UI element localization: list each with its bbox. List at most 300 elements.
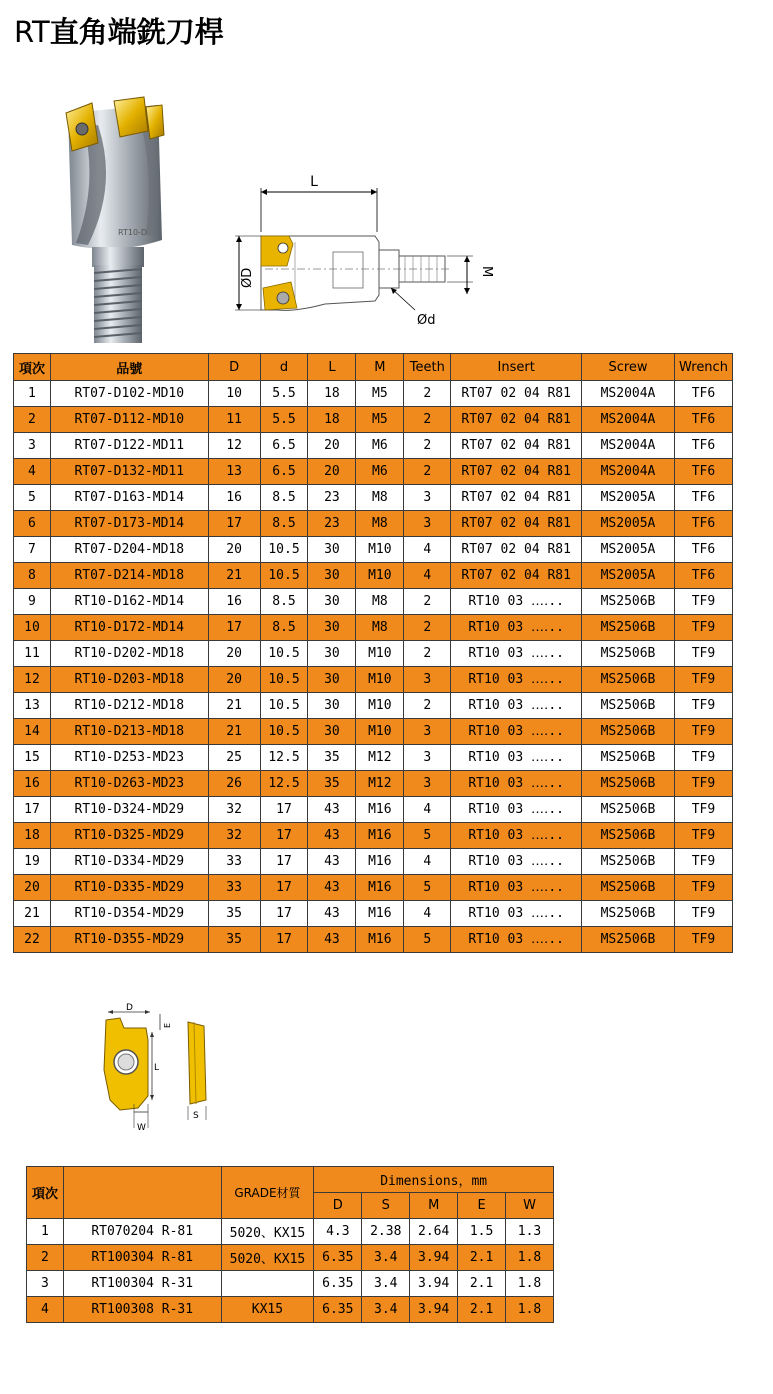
- cell-L: 20: [308, 459, 356, 485]
- cell-wrench: TF9: [674, 719, 732, 745]
- cell-M: M8: [356, 615, 404, 641]
- cell-index: 19: [14, 849, 51, 875]
- cell-D: 21: [208, 563, 260, 589]
- insert-header-W: W: [506, 1193, 554, 1219]
- cell-teeth: 5: [404, 823, 451, 849]
- cell-D: 6.35: [314, 1271, 362, 1297]
- insert-header-index: 項次: [27, 1167, 64, 1219]
- cell-screw: MS2005A: [582, 511, 675, 537]
- cell-index: 6: [14, 511, 51, 537]
- cell-insert: RT07 02 04 R81: [451, 485, 582, 511]
- cell-L: 30: [308, 693, 356, 719]
- cell-L: 43: [308, 875, 356, 901]
- header-wrench: Wrench: [674, 354, 732, 381]
- cell-D: 21: [208, 693, 260, 719]
- cell-L: 30: [308, 563, 356, 589]
- cell-insert: RT10 03 ‥‥..: [451, 719, 582, 745]
- cell-part-no: RT07-D163-MD14: [50, 485, 208, 511]
- cell-index: 2: [14, 407, 51, 433]
- cell-teeth: 2: [404, 641, 451, 667]
- cell-wrench: TF6: [674, 511, 732, 537]
- cell-part-no: RT10-D203-MD18: [50, 667, 208, 693]
- cell-screw: MS2506B: [582, 667, 675, 693]
- cell-M: M12: [356, 771, 404, 797]
- cell-screw: MS2506B: [582, 641, 675, 667]
- cell-d: 8.5: [260, 589, 308, 615]
- cell-D: 21: [208, 719, 260, 745]
- cell-index: 9: [14, 589, 51, 615]
- table-row: [14, 667, 733, 693]
- cell-d: 10.5: [260, 537, 308, 563]
- cell-screw: MS2506B: [582, 771, 675, 797]
- cell-D: 35: [208, 927, 260, 953]
- cell-wrench: TF9: [674, 615, 732, 641]
- cell-screw: MS2506B: [582, 615, 675, 641]
- cell-L: 43: [308, 849, 356, 875]
- cell-W: 1.8: [506, 1245, 554, 1271]
- cell-index: 3: [14, 433, 51, 459]
- cell-M: M10: [356, 537, 404, 563]
- insert-table-row: [27, 1271, 554, 1297]
- cell-part-no: RT10-D162-MD14: [50, 589, 208, 615]
- cell-W: 1.8: [506, 1297, 554, 1323]
- cell-index: 20: [14, 875, 51, 901]
- cell-d: 10.5: [260, 641, 308, 667]
- cell-wrench: TF9: [674, 771, 732, 797]
- table-row: [14, 849, 733, 875]
- insert-spec-table: [26, 1166, 554, 1323]
- cell-wrench: TF9: [674, 641, 732, 667]
- cell-M: M16: [356, 901, 404, 927]
- insert-table-row: [27, 1245, 554, 1271]
- cell-part-no: RT07-D204-MD18: [50, 537, 208, 563]
- holder-spec-table: [13, 353, 733, 953]
- cell-screw: MS2004A: [582, 407, 675, 433]
- cell-screw: MS2004A: [582, 381, 675, 407]
- cell-index: 12: [14, 667, 51, 693]
- cell-index: 4: [27, 1297, 64, 1323]
- cell-insert: RT07 02 04 R81: [451, 511, 582, 537]
- cell-M: M5: [356, 407, 404, 433]
- cell-D: 12: [208, 433, 260, 459]
- insert-label-D: D: [126, 1003, 133, 1013]
- cell-teeth: 2: [404, 615, 451, 641]
- cell-d: 6.5: [260, 433, 308, 459]
- cell-M: 2.64: [410, 1219, 458, 1245]
- cell-screw: MS2506B: [582, 849, 675, 875]
- cell-wrench: TF6: [674, 407, 732, 433]
- cell-wrench: TF9: [674, 797, 732, 823]
- cell-screw: MS2506B: [582, 719, 675, 745]
- cell-L: 30: [308, 537, 356, 563]
- cell-d: 12.5: [260, 771, 308, 797]
- cell-part-no: RT07-D112-MD10: [50, 407, 208, 433]
- cell-index: 14: [14, 719, 51, 745]
- cell-M: M12: [356, 745, 404, 771]
- cell-D: 10: [208, 381, 260, 407]
- cell-teeth: 4: [404, 797, 451, 823]
- tool-dimension-diagram: [225, 170, 505, 335]
- cell-grade: 5020、KX15: [221, 1245, 314, 1271]
- cell-M: M16: [356, 823, 404, 849]
- cell-d: 17: [260, 823, 308, 849]
- title-cjk: 直角端銑刀桿: [49, 15, 224, 49]
- cell-index: 7: [14, 537, 51, 563]
- cell-d: 17: [260, 901, 308, 927]
- cell-screw: MS2506B: [582, 875, 675, 901]
- insert-header-S: S: [362, 1193, 410, 1219]
- header-d: d: [260, 354, 308, 381]
- header-teeth: Teeth: [404, 354, 451, 381]
- cell-wrench: TF9: [674, 667, 732, 693]
- cell-wrench: TF6: [674, 381, 732, 407]
- table-row: [14, 563, 733, 589]
- cell-D: 33: [208, 875, 260, 901]
- cell-teeth: 5: [404, 927, 451, 953]
- cell-teeth: 3: [404, 511, 451, 537]
- cell-d: 5.5: [260, 407, 308, 433]
- table-row: [14, 745, 733, 771]
- cell-D: 17: [208, 511, 260, 537]
- cell-d: 5.5: [260, 381, 308, 407]
- cell-insert: RT10 03 ‥‥..: [451, 745, 582, 771]
- cell-index: 22: [14, 927, 51, 953]
- cell-wrench: TF9: [674, 693, 732, 719]
- cell-teeth: 3: [404, 485, 451, 511]
- cell-wrench: TF9: [674, 875, 732, 901]
- cell-M: M16: [356, 927, 404, 953]
- cell-L: 23: [308, 511, 356, 537]
- cell-index: 4: [14, 459, 51, 485]
- header-M: M: [356, 354, 404, 381]
- cell-wrench: TF6: [674, 485, 732, 511]
- cell-wrench: TF9: [674, 823, 732, 849]
- cell-teeth: 4: [404, 563, 451, 589]
- cell-screw: MS2506B: [582, 589, 675, 615]
- cell-index: 15: [14, 745, 51, 771]
- cell-M: M10: [356, 667, 404, 693]
- cell-D: 17: [208, 615, 260, 641]
- cell-index: 11: [14, 641, 51, 667]
- cell-wrench: TF6: [674, 563, 732, 589]
- cell-D: 13: [208, 459, 260, 485]
- cell-M: M8: [356, 485, 404, 511]
- cell-M: M8: [356, 511, 404, 537]
- cell-part-no: RT10-D212-MD18: [50, 693, 208, 719]
- cell-wrench: TF6: [674, 537, 732, 563]
- cell-index: 2: [27, 1245, 64, 1271]
- cell-d: 8.5: [260, 511, 308, 537]
- table-row: [14, 719, 733, 745]
- cell-teeth: 3: [404, 719, 451, 745]
- insert-label-W: W: [137, 1123, 146, 1133]
- header-part-no: 品號: [50, 354, 208, 381]
- label-M: M: [479, 266, 494, 278]
- cell-index: 10: [14, 615, 51, 641]
- cell-insert: RT07 02 04 R81: [451, 381, 582, 407]
- cell-D: 11: [208, 407, 260, 433]
- cell-L: 23: [308, 485, 356, 511]
- cell-insert: RT07 02 04 R81: [451, 433, 582, 459]
- cell-insert: RT07 02 04 R81: [451, 459, 582, 485]
- cell-D: 25: [208, 745, 260, 771]
- insert-dimension-drawing: [90, 1000, 220, 1135]
- cell-teeth: 2: [404, 381, 451, 407]
- cell-screw: MS2506B: [582, 901, 675, 927]
- cell-part-no: RT10-D253-MD23: [50, 745, 208, 771]
- cell-insert: RT10 03 ‥‥..: [451, 849, 582, 875]
- table-row: [14, 537, 733, 563]
- label-d: Ød: [417, 313, 436, 328]
- cell-D: 32: [208, 797, 260, 823]
- cell-insert: RT10 03 ‥‥..: [451, 641, 582, 667]
- cell-d: 6.5: [260, 459, 308, 485]
- insert-label-S: S: [193, 1111, 199, 1121]
- header-D: D: [208, 354, 260, 381]
- cell-E: 2.1: [458, 1297, 506, 1323]
- table-row: [14, 433, 733, 459]
- cell-screw: MS2506B: [582, 745, 675, 771]
- cell-index: 21: [14, 901, 51, 927]
- cell-M: M10: [356, 563, 404, 589]
- cell-M: M10: [356, 693, 404, 719]
- table-row: [14, 693, 733, 719]
- cell-d: 17: [260, 797, 308, 823]
- header-screw: Screw: [582, 354, 675, 381]
- cell-L: 18: [308, 381, 356, 407]
- cell-L: 35: [308, 771, 356, 797]
- cell-d: 10.5: [260, 719, 308, 745]
- table-row: [14, 407, 733, 433]
- cell-part-no: RT10-D355-MD29: [50, 927, 208, 953]
- cell-L: 43: [308, 901, 356, 927]
- cell-insert: RT10 03 ‥‥..: [451, 615, 582, 641]
- table-row: [14, 823, 733, 849]
- cell-part-no: RT07-D173-MD14: [50, 511, 208, 537]
- cell-insert: RT10 03 ‥‥..: [451, 797, 582, 823]
- cell-index: 13: [14, 693, 51, 719]
- cell-grade: KX15: [221, 1297, 314, 1323]
- cell-M: 3.94: [410, 1245, 458, 1271]
- cell-D: 26: [208, 771, 260, 797]
- cell-teeth: 4: [404, 849, 451, 875]
- cell-L: 43: [308, 797, 356, 823]
- cell-teeth: 2: [404, 589, 451, 615]
- insert-label-L: L: [154, 1063, 160, 1073]
- cell-L: 18: [308, 407, 356, 433]
- cell-D: 4.3: [314, 1219, 362, 1245]
- cell-insert: RT10 03 ‥‥..: [451, 771, 582, 797]
- cell-wrench: TF9: [674, 901, 732, 927]
- insert-table-row: [27, 1219, 554, 1245]
- cell-insert: RT10 03 ‥‥..: [451, 667, 582, 693]
- page-title: [14, 10, 224, 51]
- cell-part-no: RT10-D354-MD29: [50, 901, 208, 927]
- table-row: [14, 615, 733, 641]
- cell-M: M6: [356, 433, 404, 459]
- cell-index: 16: [14, 771, 51, 797]
- cell-M: M16: [356, 797, 404, 823]
- label-L: L: [310, 174, 318, 190]
- cell-M: M16: [356, 849, 404, 875]
- cell-S: 3.4: [362, 1271, 410, 1297]
- insert-label-E: E: [163, 1022, 172, 1028]
- cell-M: 3.94: [410, 1271, 458, 1297]
- cell-E: 2.1: [458, 1271, 506, 1297]
- cell-d: 17: [260, 849, 308, 875]
- label-D: ØD: [240, 267, 255, 288]
- cell-teeth: 5: [404, 875, 451, 901]
- cell-insert: RT10 03 ‥‥..: [451, 901, 582, 927]
- insert-header-E: E: [458, 1193, 506, 1219]
- cell-wrench: TF9: [674, 927, 732, 953]
- tool-photo: [58, 95, 178, 350]
- cell-wrench: TF9: [674, 849, 732, 875]
- table-row: [14, 797, 733, 823]
- cell-part-no: RT07-D132-MD11: [50, 459, 208, 485]
- table-row: [14, 771, 733, 797]
- cell-S: 2.38: [362, 1219, 410, 1245]
- cell-index: 8: [14, 563, 51, 589]
- cell-part-no: RT10-D335-MD29: [50, 875, 208, 901]
- cell-D: 33: [208, 849, 260, 875]
- cell-part-no: RT10-D325-MD29: [50, 823, 208, 849]
- cell-screw: MS2004A: [582, 459, 675, 485]
- cell-wrench: TF9: [674, 745, 732, 771]
- table-row: [14, 511, 733, 537]
- table-row: [14, 485, 733, 511]
- insert-header-row-1: [27, 1167, 554, 1193]
- cell-screw: MS2005A: [582, 537, 675, 563]
- table-row: [14, 875, 733, 901]
- cell-screw: MS2506B: [582, 693, 675, 719]
- cell-D: 20: [208, 537, 260, 563]
- cell-teeth: 2: [404, 433, 451, 459]
- cell-teeth: 2: [404, 407, 451, 433]
- cell-D: 35: [208, 901, 260, 927]
- table-row: [14, 459, 733, 485]
- cell-E: 1.5: [458, 1219, 506, 1245]
- cell-insert-code: RT100304 R-31: [63, 1271, 221, 1297]
- cell-part-no: RT10-D324-MD29: [50, 797, 208, 823]
- cell-L: 30: [308, 615, 356, 641]
- cell-insert: RT07 02 04 R81: [451, 407, 582, 433]
- cell-W: 1.8: [506, 1271, 554, 1297]
- cell-part-no: RT10-D263-MD23: [50, 771, 208, 797]
- header-L: L: [308, 354, 356, 381]
- cell-screw: MS2005A: [582, 485, 675, 511]
- table-row: [14, 641, 733, 667]
- cell-screw: MS2004A: [582, 433, 675, 459]
- cell-insert-code: RT070204 R-81: [63, 1219, 221, 1245]
- table-row: [14, 901, 733, 927]
- cell-M: M6: [356, 459, 404, 485]
- cell-insert: RT10 03 ‥‥..: [451, 875, 582, 901]
- insert-table-row: [27, 1297, 554, 1323]
- cell-part-no: RT07-D102-MD10: [50, 381, 208, 407]
- cell-insert: RT10 03 ‥‥..: [451, 693, 582, 719]
- cell-D: 6.35: [314, 1297, 362, 1323]
- cell-M: M8: [356, 589, 404, 615]
- cell-L: 30: [308, 589, 356, 615]
- insert-header-D: D: [314, 1193, 362, 1219]
- cell-d: 10.5: [260, 667, 308, 693]
- cell-insert: RT10 03 ‥‥..: [451, 589, 582, 615]
- cell-index: 18: [14, 823, 51, 849]
- cell-L: 35: [308, 745, 356, 771]
- insert-header-grade: GRADE材質: [221, 1167, 314, 1219]
- cell-insert: RT07 02 04 R81: [451, 537, 582, 563]
- cell-teeth: 2: [404, 459, 451, 485]
- header-index: 項次: [14, 354, 51, 381]
- title-latin: RT: [14, 15, 50, 49]
- cell-d: 10.5: [260, 693, 308, 719]
- cell-screw: MS2005A: [582, 563, 675, 589]
- cell-part-no: RT07-D214-MD18: [50, 563, 208, 589]
- cell-teeth: 3: [404, 667, 451, 693]
- table-row: [14, 589, 733, 615]
- cell-D: 16: [208, 485, 260, 511]
- cell-L: 43: [308, 823, 356, 849]
- cell-W: 1.3: [506, 1219, 554, 1245]
- cell-part-no: RT10-D202-MD18: [50, 641, 208, 667]
- cell-insert: RT10 03 ‥‥..: [451, 927, 582, 953]
- cell-teeth: 4: [404, 537, 451, 563]
- cell-D: 6.35: [314, 1245, 362, 1271]
- cell-screw: MS2506B: [582, 797, 675, 823]
- insert-header-dimensions: Dimensions，mm: [314, 1167, 554, 1193]
- cell-M: M5: [356, 381, 404, 407]
- cell-d: 10.5: [260, 563, 308, 589]
- cell-part-no: RT10-D213-MD18: [50, 719, 208, 745]
- insert-header-M: M: [410, 1193, 458, 1219]
- cell-part-no: RT10-D172-MD14: [50, 615, 208, 641]
- cell-screw: MS2506B: [582, 927, 675, 953]
- cell-L: 43: [308, 927, 356, 953]
- cell-M: 3.94: [410, 1297, 458, 1323]
- table-row: [14, 927, 733, 953]
- table-row: [14, 381, 733, 407]
- cell-D: 20: [208, 641, 260, 667]
- cell-teeth: 4: [404, 901, 451, 927]
- cell-S: 3.4: [362, 1297, 410, 1323]
- cell-index: 1: [14, 381, 51, 407]
- cell-wrench: TF6: [674, 459, 732, 485]
- cell-E: 2.1: [458, 1245, 506, 1271]
- cell-wrench: TF6: [674, 433, 732, 459]
- table-header-row: [14, 354, 733, 381]
- cell-part-no: RT10-D334-MD29: [50, 849, 208, 875]
- cell-teeth: 3: [404, 745, 451, 771]
- cell-M: M16: [356, 875, 404, 901]
- cell-grade: 5020、KX15: [221, 1219, 314, 1245]
- cell-part-no: RT07-D122-MD11: [50, 433, 208, 459]
- cell-wrench: TF9: [674, 589, 732, 615]
- cell-index: 5: [14, 485, 51, 511]
- cell-D: 20: [208, 667, 260, 693]
- cell-L: 30: [308, 641, 356, 667]
- cell-D: 32: [208, 823, 260, 849]
- cell-d: 8.5: [260, 615, 308, 641]
- cell-teeth: 2: [404, 693, 451, 719]
- cell-insert-code: RT100304 R-81: [63, 1245, 221, 1271]
- cell-insert-code: RT100308 R-31: [63, 1297, 221, 1323]
- cell-d: 8.5: [260, 485, 308, 511]
- cell-L: 30: [308, 719, 356, 745]
- cell-M: M10: [356, 719, 404, 745]
- cell-insert: RT10 03 ‥‥..: [451, 823, 582, 849]
- cell-M: M10: [356, 641, 404, 667]
